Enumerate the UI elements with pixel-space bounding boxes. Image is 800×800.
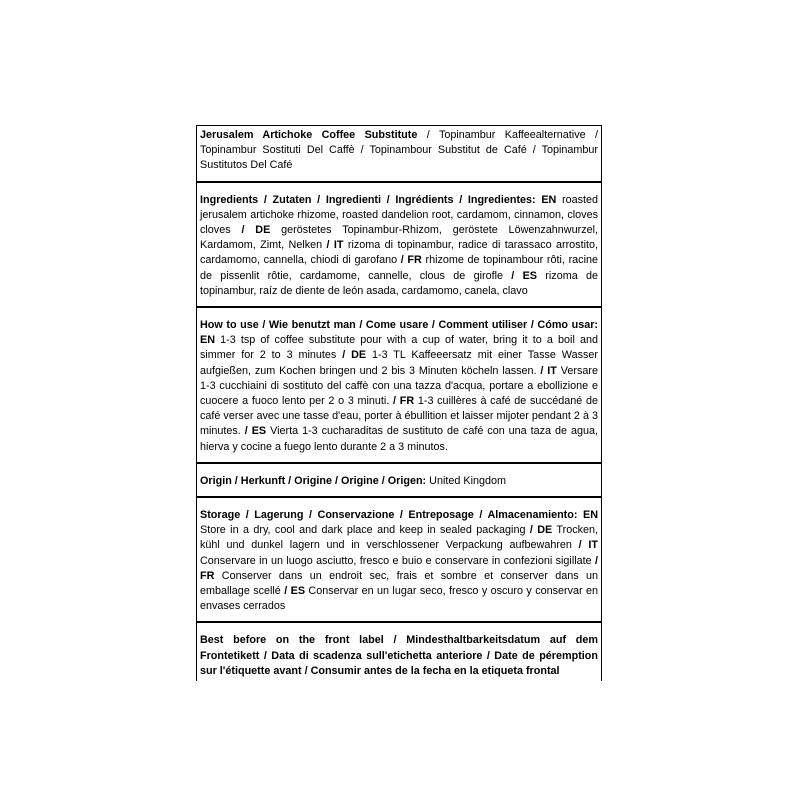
storage-fr-code: / FR: [200, 554, 599, 582]
how-to-use-section: [197, 316, 601, 464]
how-to-use-es-code: / ES: [240, 425, 267, 438]
storage-de: Trocken, kühl und dunkel lagern und in verschlossener Verpackung aufbewahren: [200, 524, 599, 552]
storage-en: Store in a dry, cool and dark place and keep in sealed packaging: [200, 524, 526, 537]
how-to-use-en: 1-3 tsp of coffee substitute pour with a cup of water, bring it to a boil and simmer for 2 to 3 minutes: [200, 334, 598, 362]
ingredients-en: roasted jerusalem artichoke rhizome, roasted dandelion root, cardamom, cinnamon, cloves cloves: [200, 193, 599, 237]
how-to-use-it-code: / IT: [536, 364, 557, 377]
storage-it-code: / IT: [571, 539, 598, 552]
how-to-use-heading: How to use / Wie benutzt man / Come usare / Comment utiliser / Cómo usar:: [200, 319, 598, 332]
how-to-use-fr: 1-3 cuillères à café de succédané de café verser avec une tasse d'eau, porter à ébullition et laisser mijoter pendant 2 à 3 minutes.: [200, 395, 598, 438]
origin-value: United Kingdom: [426, 474, 506, 487]
origin-section: [197, 472, 601, 498]
storage-en-code: EN: [577, 509, 599, 522]
ingredients-heading: Ingredients / Zutaten / Ingredienti / Ingrédients / Ingredientes:: [200, 193, 536, 206]
ingredients-es: rizoma de topinambur, raíz de diente de león asada, cardamomo, canela, clavo: [200, 269, 599, 297]
ingredients-it-code: / IT: [322, 239, 344, 252]
product-name-translations: / Topinambur Kaffeealternative / Topinambur Sostituti Del Caffè / Topinambour Substitut de Café / Topinambur Sustitutos Del Café: [200, 129, 598, 172]
how-to-use-de: 1-3 TL Kaffeeersatz mit einer Tasse Wasser aufgießen, zum Kochen bringen und 2 bis 3 Minuten köcheln lassen.: [200, 349, 598, 377]
product-name: Jerusalem Artichoke Coffee Substitute: [200, 129, 418, 141]
title-section: [197, 126, 601, 183]
best-before-section: [197, 631, 601, 681]
storage-heading: Storage / Lagerung / Conservazione / Entreposage / Almacenamiento:: [200, 509, 578, 522]
storage-fr: Conserver dans un endroit sec, frais et sombre et conserver dans un emballage scellé: [200, 569, 598, 598]
ingredients-en-code: EN: [535, 193, 557, 206]
storage-de-code: / DE: [525, 524, 553, 537]
ingredients-it: rizoma di topinambur, radice di tarassaco arrostito, cardamomo, cannella, chiodi di garofano: [200, 239, 598, 267]
product-label: [196, 125, 602, 681]
ingredients-fr: rhizome de topinambour rôti, racine de pissenlit rôtie, cardamome, cannelle, clous de girofle: [200, 254, 598, 282]
storage-es: Conservar en un lugar seco, fresco y oscuro y conservar en envases cerrados: [200, 585, 599, 613]
origin-heading: Origin / Herkunft / Origine / Origine / Origen:: [200, 474, 427, 487]
how-to-use-de-code: / DE: [336, 349, 367, 362]
how-to-use-es: Vierta 1-3 cucharaditas de sustituto de café con una taza de agua, hierva y cocine a fuego lento durante 2 a 3 minutos.: [200, 425, 598, 453]
storage-it: Conservare in un luogo asciutto, fresco e buio e conservare in confezioni sigillate: [200, 554, 592, 567]
how-to-use-it: Versare 1-3 cucchiaini di sostituto del caffè con una tazza d'acqua, portare a ebollizione e cuocere a fuoco lento per 2 o 3 minuti.: [200, 364, 598, 408]
ingredients-es-code: / ES: [502, 269, 537, 282]
best-before-text: Best before on the front label / Mindesthaltbarkeitsdatum auf dem Frontetikett / Data di scadenza sull'etichetta anteriore / Date de péremption sur l'étiquette avant / Consumir antes de la fecha en la etiqueta frontal: [200, 634, 598, 677]
ingredients-section: [197, 191, 601, 308]
ingredients-fr-code: / FR: [397, 254, 422, 267]
ingredients-de: geröstetes Topinambur-Rhizom, geröstete Löwenzahnwurzel, Kardamom, Zimt, Nelken: [200, 224, 598, 252]
storage-section: [197, 506, 601, 623]
storage-es-code: / ES: [280, 585, 306, 598]
how-to-use-fr-code: / FR: [389, 395, 415, 408]
how-to-use-en-code: EN: [200, 334, 215, 347]
ingredients-de-code: / DE: [230, 224, 271, 237]
